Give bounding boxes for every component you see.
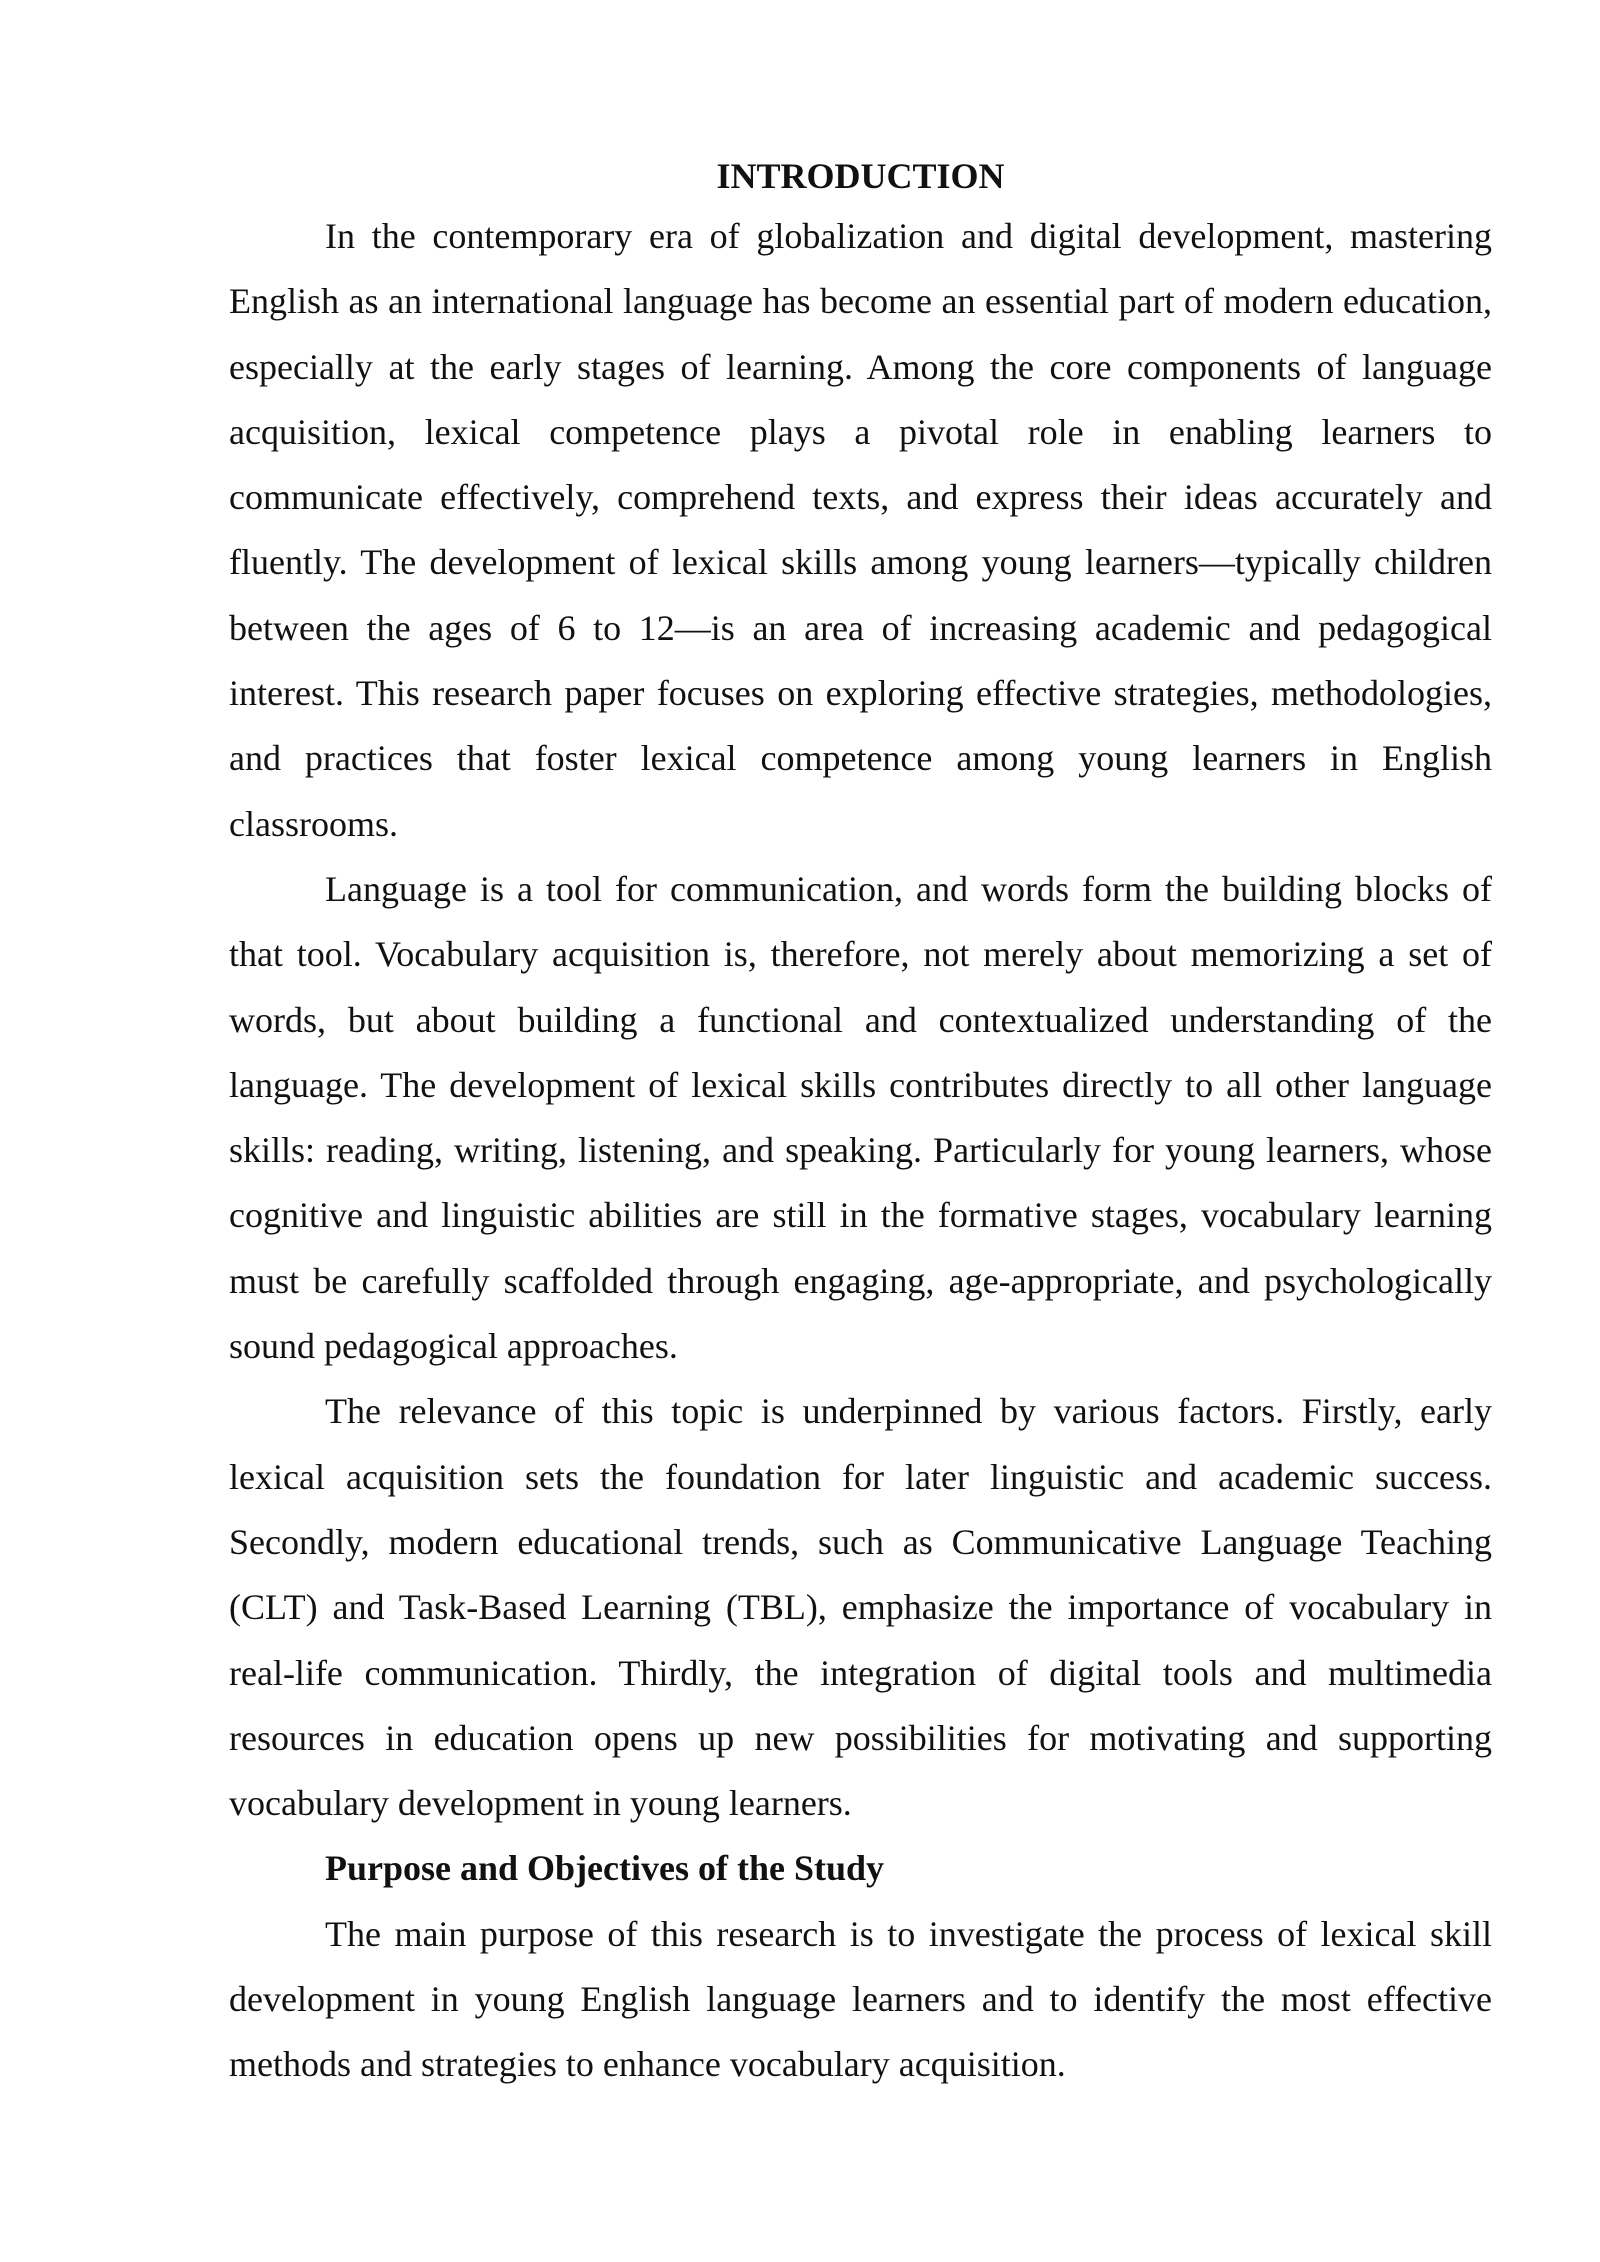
page-title: INTRODUCTION [716,156,1005,196]
intro-paragraph-3: The relevance of this topic is underpinned by various factors. Firstly, early lexical acquisition sets the foundation for later linguistic and academic success. Secondly, modern educational trends, such as Communicative Language Teaching (CLT) and Task-Based Learning (TBL), emphasize the importance of vocabulary in real-life communication. Thirdly, the integration of digital tools and multimedia resources in education opens up new possibilities for motivating and supporting vocabulary development in young learners. [229,1391,1492,1824]
purpose-paragraph: The main purpose of this research is to investigate the process of lexical skill development in young English language learners and to identify the most effective methods and strategies to enhance vocabulary acquisition. [229,1913,1492,2085]
section-heading: Purpose and Objectives of the Study [325,1848,885,1889]
intro-paragraph-2: Language is a tool for communication, and words form the building blocks of that tool. Vocabulary acquisition is, therefore, not merely about memorizing a set of words, but about building a functional and contextualized understanding of the language. The development of lexical skills contributes directly to all other language skills: reading, writing, listening, and speaking. Particularly for young learners, whose cognitive and linguistic abilities are still in the formative stages, vocabulary learning must be carefully scaffolded through engaging, age-appropriate, and psychologically sound pedagogical approaches. [229,868,1492,1367]
intro-paragraph-1: In the contemporary era of globalization and digital development, mastering English as an international language has become an essential part of modern education, especially at the early stages of learning. Among the core components of language acquisition, lexical competence plays a pivotal role in enabling learners to communicate effectively, comprehend texts, and express their ideas accurately and fluently. The development of lexical skills among young learners—typically children between the ages of 6 to 12—is an area of increasing academic and pedagogical interest. This research paper focuses on exploring effective strategies, methodologies, and practices that foster lexical competence among young learners in English classrooms. [229,216,1492,844]
page-content [229,150,1492,2098]
